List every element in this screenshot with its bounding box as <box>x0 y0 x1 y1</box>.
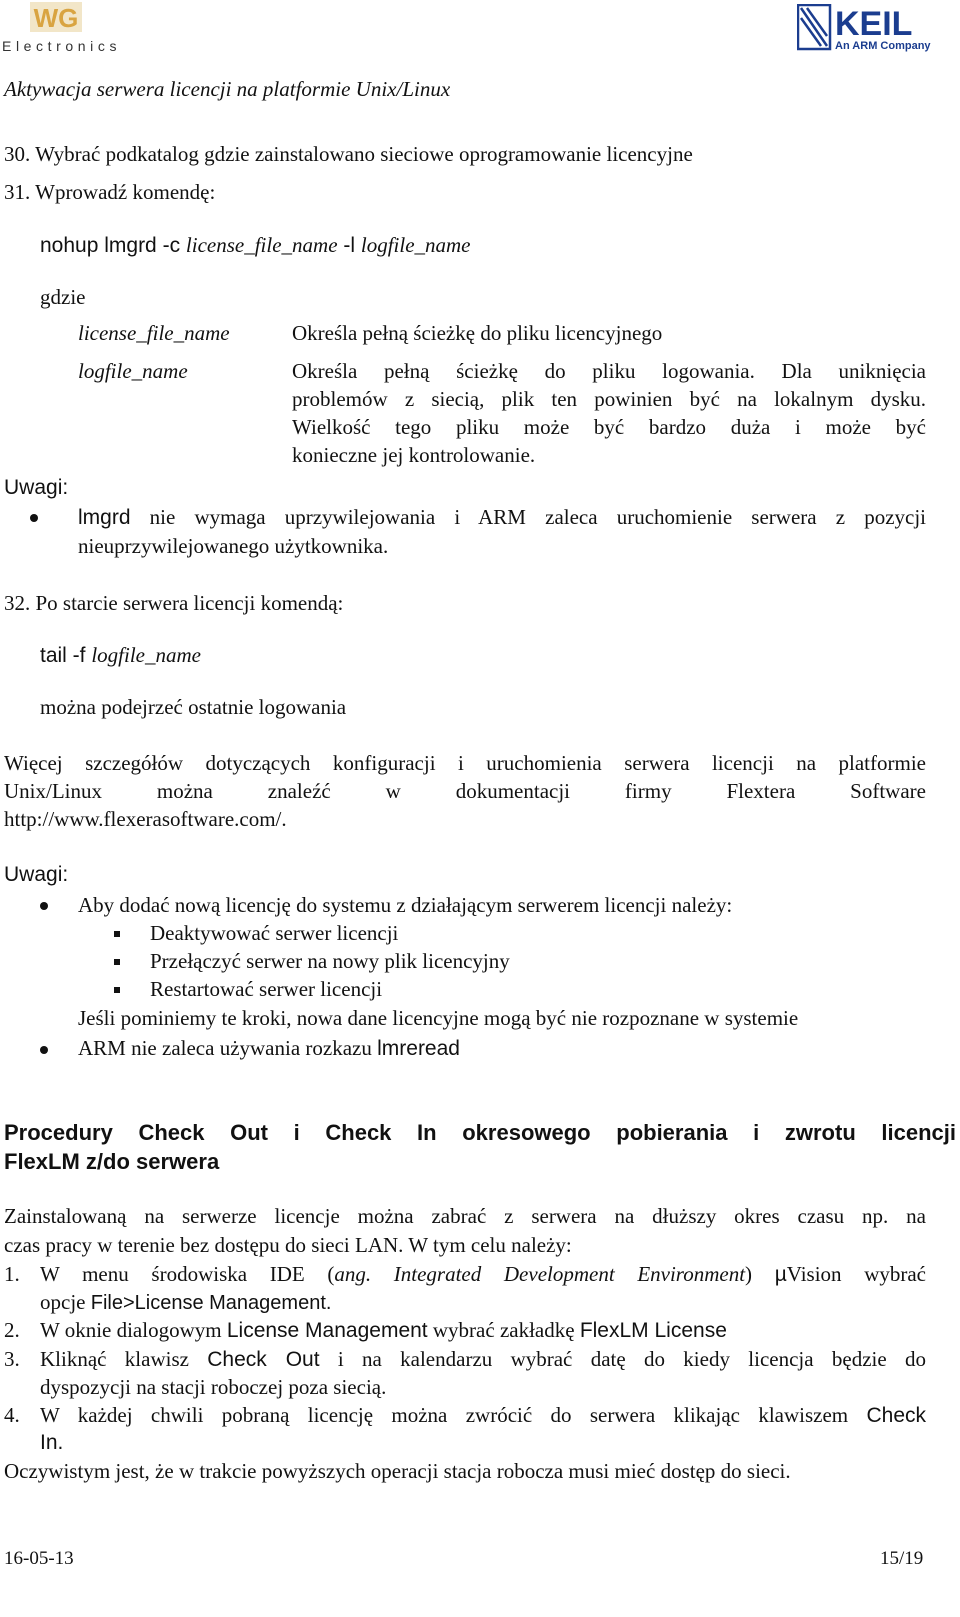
list-text: W każdej chwili pobraną licencję można zwrócić do serwera klikając klawiszem <box>40 1403 867 1427</box>
section-heading-line: Procedury Check Out i Check In okresowego pobierania i zwrotu licencji <box>4 1120 956 1145</box>
list-item <box>40 1403 926 1428</box>
wg-subtitle: Electronics <box>2 38 122 54</box>
button-name: Check Out <box>207 1348 320 1371</box>
more-info-line: Unix/Linux można znaleźć w dokumentacji firmy Flextera Software <box>4 779 926 803</box>
step-30: 30. Wybrać podkatalog gdzie zainstalowano sieciowe oprogramowanie licencyjne <box>4 142 693 166</box>
param-name: logfile_name <box>78 359 188 383</box>
bullet-icon <box>40 902 48 910</box>
bullet-icon <box>30 514 38 522</box>
param-desc: konieczne jej kontrolowanie. <box>292 443 536 467</box>
param-desc: Wielkość tego pliku może być bardzo duża i może być <box>292 415 926 439</box>
keil-logo <box>797 4 949 54</box>
section-intro: czas pracy w terenie bez dostępu do sieci LAN. W tym celu należy: <box>4 1233 572 1257</box>
step-31: 31. Wprowadź komendę: <box>4 180 216 204</box>
list-number: 2. <box>4 1318 20 1342</box>
sub-item: Przełączyć serwer na nowy plik licencyjny <box>150 949 510 973</box>
list-item <box>40 1262 926 1287</box>
list-item-cont <box>40 1290 331 1315</box>
document-title: Aktywacja serwera licencji na platformie Unix/Linux <box>4 77 451 101</box>
menu-path: File>License Management. <box>90 1292 332 1314</box>
notes-label: Uwagi: <box>4 476 69 499</box>
list-number: 4. <box>4 1403 20 1427</box>
param-desc: Określa pełną ścieżkę do pliku licencyjnego <box>292 321 663 345</box>
dialog-name: License Management <box>226 1319 428 1342</box>
mu-symbol: µ <box>774 1263 787 1286</box>
command-text: lmreread <box>377 1037 460 1060</box>
notes-text: ARM nie zaleca używania rozkazu <box>78 1036 378 1060</box>
notes-text: nie wymaga uprzywilejowania i ARM zaleca uruchomienie serwera z pozycji <box>130 505 926 529</box>
footer-date: 16-05-13 <box>4 1548 74 1569</box>
bullet-icon <box>40 1046 48 1054</box>
notes-label: Uwagi: <box>4 863 69 886</box>
button-name: In. <box>40 1431 64 1454</box>
list-number: 1. <box>4 1262 20 1286</box>
notes-bullet <box>78 505 926 530</box>
section-heading <box>4 1118 956 1176</box>
sub-item: Deaktywować serwer licencji <box>150 921 399 945</box>
command-text: tail -f <box>40 644 92 667</box>
tab-name: FlexLM License <box>579 1319 727 1342</box>
list-text: W menu środowiska IDE ( <box>40 1262 335 1286</box>
wg-logo-text: WG <box>33 3 79 32</box>
notes-text: Jeśli pominiemy te kroki, nowa dane licencyjne mogą być nie rozpoznane w systemie <box>78 1006 799 1030</box>
list-item <box>40 1318 727 1343</box>
command-text: nohup lmgrd -c <box>40 234 186 257</box>
list-text: Vision wybrać <box>786 1262 926 1286</box>
command-arg: logfile_name <box>91 643 201 667</box>
command-text: lmgrd <box>78 506 131 529</box>
notes-bullet <box>78 1036 460 1061</box>
button-name: Check <box>866 1404 926 1427</box>
notes-text: nieuprzywilejowanego użytkownika. <box>78 534 389 558</box>
param-desc: problemów z siecią, plik ten powinien być na lokalnym dysku. <box>292 387 926 411</box>
command-arg: license_file_name <box>185 233 338 257</box>
wg-logo <box>30 2 82 32</box>
param-desc: Określa pełną ścieżkę do pliku logowania. Dla uniknięcia <box>292 359 926 383</box>
more-info-line: Więcej szczegółów dotyczących konfiguracji i uruchomienia serwera licencji na platformie <box>4 751 926 775</box>
command-arg: logfile_name <box>360 233 471 257</box>
notes-text: Aby dodać nową licencję do systemu z działającym serwerem licencji należy: <box>78 893 733 917</box>
keil-tagline: An ARM Company <box>835 40 931 52</box>
step-32: 32. Po starcie serwera licencji komendą: <box>4 591 344 615</box>
where-label: gdzie <box>40 285 86 309</box>
sub-item: Restartować serwer licencji <box>150 977 383 1001</box>
keil-name: KEIL <box>835 5 913 43</box>
command-tail <box>40 643 201 668</box>
section-intro: Zainstalowaną na serwerze licencje można zabrać z serwera na dłuższy okres czasu np. na <box>4 1204 926 1228</box>
list-text: wybrać zakładkę <box>427 1318 580 1342</box>
command-lmgrd <box>40 233 471 258</box>
list-text: i na kalendarzu wybrać datę do kiedy licencja będzie do <box>319 1347 927 1371</box>
section-heading-line: FlexLM z/do serwera <box>4 1149 220 1174</box>
list-text: W oknie dialogowym <box>40 1318 227 1342</box>
param-name: license_file_name <box>78 321 230 345</box>
keil-emblem-icon <box>798 5 830 49</box>
command-text: -l <box>337 234 361 257</box>
square-bullet-icon <box>114 987 120 993</box>
footer-page-number: 15/19 <box>880 1548 924 1569</box>
more-info-link[interactable]: http://www.flexerasoftware.com/. <box>4 807 287 831</box>
list-text: opcje <box>40 1290 91 1314</box>
list-text: Kliknąć klawisz <box>40 1347 208 1371</box>
list-number: 3. <box>4 1347 20 1371</box>
list-text: ) <box>745 1262 775 1286</box>
list-text: dyspozycji na stacji roboczej poza siecią. <box>40 1375 387 1399</box>
list-text-italic: ang. Integrated Development Environment <box>334 1262 746 1286</box>
square-bullet-icon <box>114 931 120 937</box>
step-32-after: można podejrzeć ostatnie logowania <box>40 695 347 719</box>
list-item <box>40 1347 926 1372</box>
square-bullet-icon <box>114 959 120 965</box>
closing-text: Oczywistym jest, że w trakcie powyższych operacji stacja robocza musi mieć dostęp do sieci. <box>4 1459 791 1483</box>
